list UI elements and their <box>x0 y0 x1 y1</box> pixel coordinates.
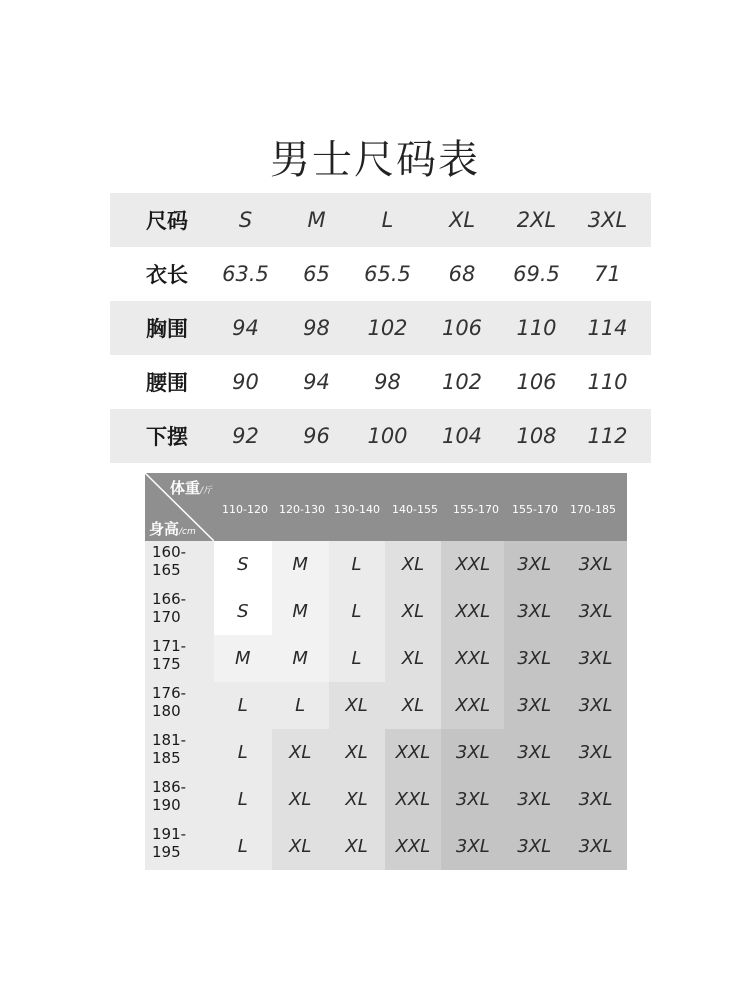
height-unit: /cm <box>179 527 196 537</box>
recommended-size: XXL <box>441 682 504 729</box>
weight-range-header: 130-140 <box>334 503 380 516</box>
recommended-size: L <box>214 682 272 729</box>
size-value: 106 <box>516 370 557 394</box>
recommended-size: L <box>272 682 329 729</box>
recommended-size: XL <box>329 823 385 870</box>
recommended-size: XL <box>385 588 442 635</box>
grid-row <box>145 541 627 588</box>
size-value: 110 <box>587 370 628 394</box>
grid-header <box>145 473 627 541</box>
recommended-size: 3XL <box>441 776 504 823</box>
height-range: 176-180 <box>145 682 214 729</box>
recommended-size: XL <box>329 729 385 776</box>
size-value: 106 <box>441 316 483 340</box>
size-value: 63.5 <box>222 262 269 286</box>
height-range: 181-185 <box>145 729 214 776</box>
recommended-size: XXL <box>385 823 442 870</box>
recommended-size: XL <box>272 776 329 823</box>
size-value: 96 <box>303 424 330 448</box>
recommended-size: M <box>272 635 329 682</box>
height-range: 171-175 <box>145 635 214 682</box>
recommended-size: L <box>329 541 385 588</box>
recommended-size: 3XL <box>564 823 627 870</box>
weight-range-header: 140-155 <box>392 503 438 516</box>
size-value: 114 <box>587 316 628 340</box>
grid-body <box>145 541 627 870</box>
recommended-size: 3XL <box>504 588 564 635</box>
size-recommendation-grid <box>145 473 627 872</box>
recommended-size: M <box>272 541 329 588</box>
weight-axis-label <box>170 477 212 498</box>
height-range: 160-165 <box>145 541 214 588</box>
recommended-size: L <box>214 729 272 776</box>
recommended-size: 3XL <box>564 635 627 682</box>
recommended-size: L <box>214 776 272 823</box>
recommended-size: 3XL <box>504 823 564 870</box>
recommended-size: 3XL <box>564 729 627 776</box>
recommended-size: XL <box>329 776 385 823</box>
size-header-cell: 2XL <box>516 208 557 232</box>
size-row-label: 胸围 <box>146 317 188 341</box>
size-value: 108 <box>516 424 557 448</box>
recommended-size: 3XL <box>564 776 627 823</box>
recommended-size: 3XL <box>441 729 504 776</box>
recommended-size: 3XL <box>504 635 564 682</box>
size-header-label: 尺码 <box>146 209 188 233</box>
recommended-size: M <box>214 635 272 682</box>
size-measurement-table <box>110 193 651 463</box>
recommended-size: 3XL <box>504 776 564 823</box>
recommended-size: L <box>329 635 385 682</box>
size-value: 94 <box>232 316 259 340</box>
weight-range-header: 170-185 <box>570 503 616 516</box>
recommended-size: 3XL <box>504 682 564 729</box>
size-value: 100 <box>367 424 408 448</box>
recommended-size: XXL <box>385 776 442 823</box>
size-value: 98 <box>303 316 330 340</box>
size-row-chest <box>110 301 651 355</box>
recommended-size: 3XL <box>564 682 627 729</box>
recommended-size: 3XL <box>504 541 564 588</box>
recommended-size: 3XL <box>441 823 504 870</box>
recommended-size: M <box>272 588 329 635</box>
size-value: 92 <box>232 424 259 448</box>
size-row-length <box>110 247 651 301</box>
page-title: 男士尺码表 <box>270 137 480 183</box>
recommended-size: S <box>214 588 272 635</box>
recommended-size: L <box>329 588 385 635</box>
recommended-size: L <box>214 823 272 870</box>
grid-row <box>145 682 627 729</box>
height-label: 身高 <box>149 520 180 538</box>
size-header-cell: L <box>381 208 394 232</box>
size-row-label: 下摆 <box>146 425 188 449</box>
grid-row <box>145 729 627 776</box>
size-value: 102 <box>441 370 483 394</box>
recommended-size: XL <box>329 682 385 729</box>
grid-row <box>145 588 627 635</box>
recommended-size: XL <box>272 729 329 776</box>
size-value: 71 <box>594 262 621 286</box>
recommended-size: XL <box>385 541 442 588</box>
size-value: 110 <box>516 316 557 340</box>
recommended-size: XXL <box>441 541 504 588</box>
size-row-waist <box>110 355 651 409</box>
size-value: 102 <box>367 316 408 340</box>
size-value: 65 <box>303 262 330 286</box>
size-value: 69.5 <box>513 262 560 286</box>
size-header-cell: XL <box>448 208 476 232</box>
size-header-cell: S <box>238 208 253 232</box>
size-value: 104 <box>441 424 483 448</box>
recommended-size: S <box>214 541 272 588</box>
height-range: 191-195 <box>145 823 214 870</box>
weight-unit: /斤 <box>200 486 213 496</box>
size-header-row <box>110 193 651 247</box>
size-value: 68 <box>448 262 476 286</box>
grid-row <box>145 823 627 870</box>
weight-label: 体重 <box>170 479 201 497</box>
recommended-size: XXL <box>441 588 504 635</box>
height-axis-label <box>149 518 196 539</box>
recommended-size: XXL <box>385 729 442 776</box>
recommended-size: XL <box>385 682 442 729</box>
size-row-label: 衣长 <box>146 263 188 287</box>
size-value: 65.5 <box>364 262 411 286</box>
recommended-size: 3XL <box>504 729 564 776</box>
height-range: 166-170 <box>145 588 214 635</box>
recommended-size: XXL <box>441 635 504 682</box>
weight-range-header: 120-130 <box>279 503 325 516</box>
size-row-label: 腰围 <box>146 371 188 395</box>
weight-range-header: 110-120 <box>222 503 268 516</box>
weight-range-header: 155-170 <box>453 503 499 516</box>
size-value: 94 <box>303 370 330 394</box>
size-value: 90 <box>232 370 259 394</box>
size-value: 112 <box>587 424 628 448</box>
size-header-cell: 3XL <box>587 208 628 232</box>
size-value: 98 <box>374 370 401 394</box>
grid-row <box>145 776 627 823</box>
recommended-size: 3XL <box>564 588 627 635</box>
grid-row <box>145 635 627 682</box>
recommended-size: XL <box>385 635 442 682</box>
recommended-size: 3XL <box>564 541 627 588</box>
height-range: 186-190 <box>145 776 214 823</box>
size-header-cell: M <box>307 208 326 232</box>
size-row-hem <box>110 409 651 463</box>
weight-range-header: 155-170 <box>512 503 558 516</box>
recommended-size: XL <box>272 823 329 870</box>
